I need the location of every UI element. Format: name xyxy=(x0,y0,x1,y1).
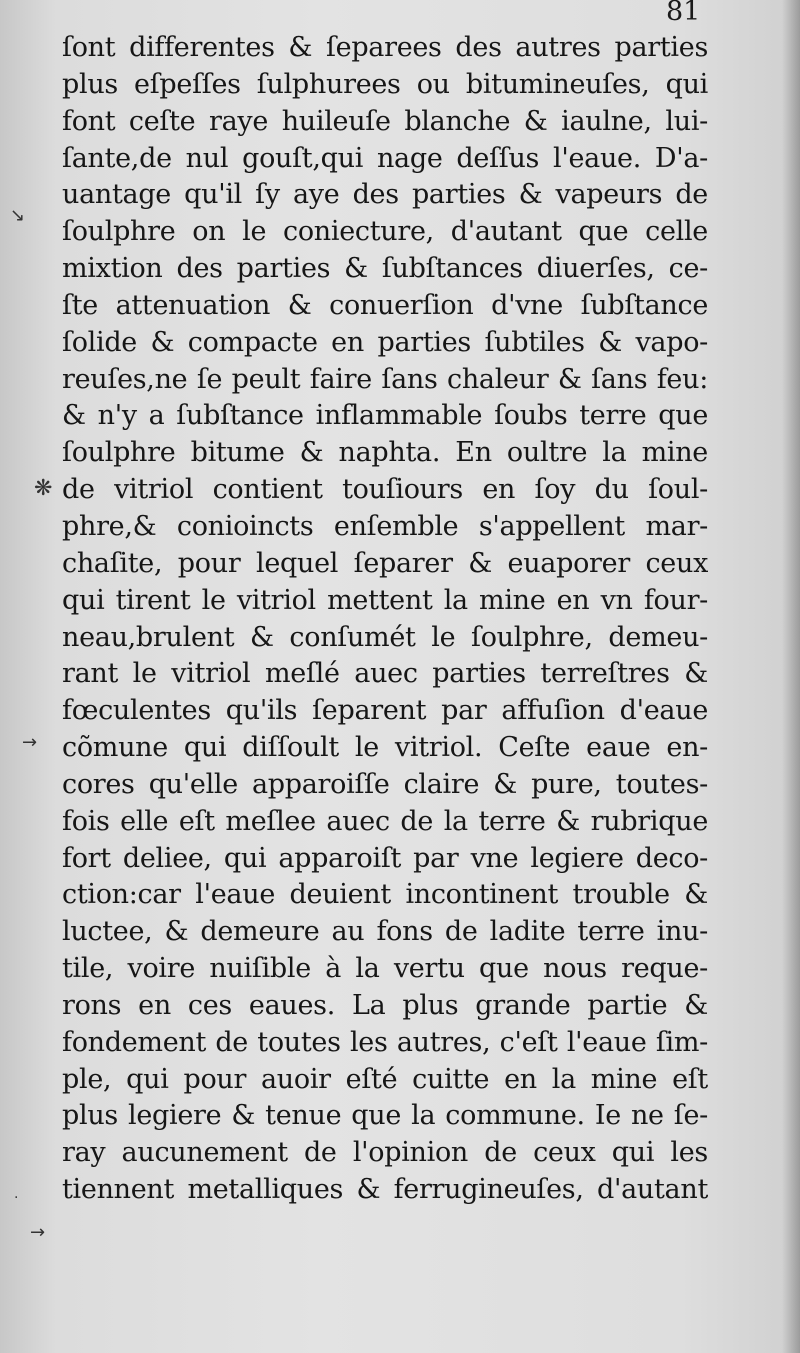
text-line: mixtion des parties & ſubſtances diuerſes, ce- xyxy=(62,253,708,285)
text-line: fort deliee, qui apparoiſt par vne legiere deco- xyxy=(62,842,708,874)
text-line: luctee, & demeure au fons de ladite terre inu- xyxy=(62,916,708,948)
text-line: tiennent metalliques & ferrugineuſes, d'autant xyxy=(62,1174,708,1206)
text-line: fondement de toutes les autres, c'eſt l'eaue ſim- xyxy=(62,1026,708,1058)
margin-mark: ❋ xyxy=(34,476,53,501)
text-line: ſolide & compacte en parties ſubtiles & vapo- xyxy=(62,326,708,358)
text-line: chaſite, pour lequel ſeparer & euaporer ceux xyxy=(62,547,708,579)
margin-mark: ⋅ xyxy=(14,1190,19,1206)
text-line: rant le vitriol meſlé auec parties terreſtres & xyxy=(62,658,708,690)
text-line: ſoulphre bitume & naphta. En oultre la mine xyxy=(62,437,708,469)
text-line: ſante,de nul gouſt,qui nage deſſus l'eaue. D'a- xyxy=(62,142,708,174)
text-line: tile, voire nuiſible à la vertu que nous reque- xyxy=(62,953,708,985)
text-line: cores qu'elle apparoiſſe claire & pure, toutes- xyxy=(62,768,708,800)
text-line: uantage qu'il ſy aye des parties & vapeurs de xyxy=(62,179,708,211)
text-line: cõmune qui diſſoult le vitriol. Ceſte eaue en- xyxy=(62,732,708,764)
text-line: & n'y a ſubſtance inflammable ſoubs terre que xyxy=(62,400,708,432)
margin-mark: → xyxy=(30,1222,46,1243)
page-number: 81 xyxy=(666,0,701,27)
text-line: plus eſpeſſes ſulphurees ou bitumineuſes, qui xyxy=(62,68,708,100)
text-line: de vitriol contient touſiours en ſoy du ſoul- xyxy=(62,474,708,506)
text-line: ſoulphre on le coniecture, d'autant que celle xyxy=(62,216,708,248)
text-line: ſont differentes & ſeparees des autres parties xyxy=(62,32,708,63)
text-line: fœculentes qu'ils ſeparent par affuſion d'eaue xyxy=(62,695,708,727)
text-line: ray aucunement de l'opinion de ceux qui les xyxy=(62,1137,708,1169)
text-line: phre,& conioincts enſemble s'appellent mar- xyxy=(62,510,708,542)
body-text xyxy=(62,30,708,1209)
text-line: plus legiere & tenue que la commune. Ie ne ſe- xyxy=(62,1100,708,1132)
text-line: ſte attenuation & conuerſion d'vne ſubſtance xyxy=(62,289,708,321)
text-line: ction:car l'eaue deuient incontinent trouble & xyxy=(62,879,708,911)
text-line: qui tirent le vitriol mettent la mine en vn four- xyxy=(62,584,708,616)
text-line: font ceſte raye huileuſe blanche & iaulne, lui- xyxy=(62,105,708,137)
margin-mark: ↘ xyxy=(10,205,26,226)
text-line: rons en ces eaues. La plus grande partie & xyxy=(62,989,708,1021)
text-line: neau,brulent & conſumét le ſoulphre, demeu- xyxy=(62,621,708,653)
margin-mark: → xyxy=(22,732,38,753)
text-line: fois elle eſt meſlee auec de la terre & rubrique xyxy=(62,805,708,837)
text-line: ple, qui pour auoir eſté cuitte en la mine eſt xyxy=(62,1063,708,1095)
text-line: reuſes,ne ſe peult faire ſans chaleur & ſans feu: xyxy=(62,363,708,395)
